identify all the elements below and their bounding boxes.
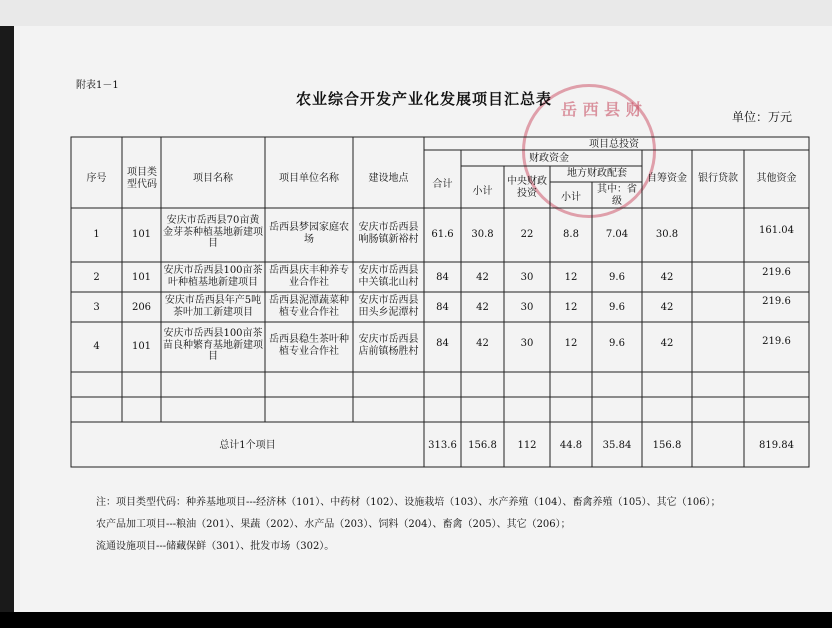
cell-location: 安庆市岳西县响肠镇新裕村	[358, 222, 419, 245]
header-central: 中央财政投资	[507, 176, 547, 199]
cell-local-sub: 8.8	[563, 229, 579, 240]
cell-seq: 1	[93, 229, 100, 240]
cell-location: 安庆市岳西县中关镇北山村	[358, 265, 419, 288]
total-subtotal: 156.8	[468, 440, 497, 451]
cell-unit: 岳西县泥潭蔬菜种植专业合作社	[269, 295, 349, 318]
header-self: 自筹资金	[647, 173, 687, 184]
total-other: 819.84	[759, 440, 794, 451]
cell-self: 42	[660, 272, 674, 283]
note-line-2: 农产品加工项目---粮油（201）、果蔬（202）、水产品（203）、饲料（204）、畜禽（205）、其它（206）；	[96, 519, 571, 530]
header-fiscal: 财政资金	[529, 153, 569, 164]
cell-unit: 岳西县梦园家庭农场	[269, 222, 349, 245]
cell-central: 30	[520, 338, 534, 349]
cell-self: 42	[660, 302, 674, 313]
cell-name: 安庆市岳西县年产5吨茶叶加工新建项目	[164, 295, 262, 318]
cell-local-prov: 9.6	[609, 272, 625, 283]
total-local-sub: 44.8	[559, 440, 583, 451]
header-type-code: 项目类型代码	[127, 167, 157, 190]
cell-location: 安庆市岳西县田头乡泥潭村	[358, 295, 419, 318]
cell-location: 安庆市岳西县店前镇杨胜村	[358, 334, 419, 357]
cell-subtotal: 42	[476, 338, 489, 349]
cell-local-sub: 12	[564, 302, 578, 313]
cell-subtotal: 42	[476, 272, 489, 283]
cell-central: 30	[520, 272, 534, 283]
header-seq: 序号	[86, 173, 107, 184]
header-sum: 合计	[432, 179, 453, 190]
cell-local-sub: 12	[564, 272, 578, 283]
cell-name: 安庆市岳西县100亩茶苗良种繁育基地新建项目	[163, 328, 263, 362]
cell-local-prov: 9.6	[609, 338, 625, 349]
left-edge	[0, 26, 14, 612]
total-self: 156.8	[652, 440, 682, 451]
cell-central: 30	[520, 302, 534, 313]
cell-unit: 岳西县庆丰种养专业合作社	[269, 265, 349, 288]
header-total-invest: 项目总投资	[589, 139, 639, 150]
total-local-prov: 35.84	[602, 440, 632, 451]
note-line-1: 注：项目类型代码：种养基地项目---经济林（101）、中药材（102）、设施栽培（103）、水产养殖（104）、畜禽养殖（105）、其它（106）；	[96, 497, 721, 508]
top-bar	[0, 0, 832, 26]
total-label: 总计1个项目	[219, 440, 276, 451]
document-title: 农业综合开发产业化发展项目汇总表	[296, 90, 553, 108]
cell-code: 206	[131, 302, 152, 313]
header-local-prov: 其中：省级	[597, 184, 637, 207]
cell-seq: 2	[93, 272, 100, 283]
cell-other: 219.6	[762, 267, 791, 278]
annex-label: 附表1－1	[76, 80, 119, 91]
header-bank: 银行贷款	[698, 173, 738, 184]
total-central: 112	[517, 440, 537, 451]
cell-sum: 84	[436, 338, 449, 349]
cell-sum: 61.6	[431, 229, 454, 240]
unit-label: 单位：万元	[732, 110, 793, 124]
cell-sum: 84	[436, 302, 449, 313]
total-sum: 313.6	[428, 440, 457, 451]
document-paper	[14, 26, 832, 612]
cell-local-sub: 12	[564, 338, 578, 349]
cell-name: 安庆市岳西县70亩黄金芽茶种植基地新建项目	[163, 215, 263, 249]
cell-self: 42	[660, 338, 674, 349]
header-other: 其他资金	[756, 173, 797, 184]
cell-local-prov: 7.04	[605, 229, 629, 240]
cell-self: 30.8	[655, 229, 679, 240]
header-local: 地方财政配套	[567, 168, 627, 179]
header-local-subtotal: 小计	[561, 192, 581, 203]
cell-unit: 岳西县稳生茶叶种植专业合作社	[269, 334, 349, 357]
cell-other: 219.6	[762, 336, 791, 347]
cell-code: 101	[131, 272, 152, 283]
header-unit-name: 项目单位名称	[279, 173, 339, 184]
cell-seq: 3	[93, 302, 100, 313]
cell-central: 22	[520, 229, 534, 240]
bottom-band	[0, 612, 832, 628]
header-project-name: 项目名称	[193, 173, 233, 184]
cell-sum: 84	[436, 272, 449, 283]
header-location: 建设地点	[368, 173, 409, 184]
note-line-3: 流通设施项目---储藏保鲜（301）、批发市场（302）。	[96, 541, 335, 552]
header-subtotal: 小计	[472, 186, 493, 197]
cell-name: 安庆市岳西县100亩茶叶种植基地新建项目	[163, 265, 263, 288]
cell-code: 101	[131, 341, 152, 352]
cell-code: 101	[131, 229, 152, 240]
cell-local-prov: 9.6	[609, 302, 625, 313]
cell-subtotal: 30.8	[471, 229, 494, 240]
cell-other: 161.04	[759, 225, 794, 236]
cell-other: 219.6	[762, 296, 791, 307]
cell-subtotal: 42	[476, 302, 489, 313]
cell-seq: 4	[93, 341, 100, 352]
seal-text: 岳 西 县 财	[561, 100, 642, 119]
